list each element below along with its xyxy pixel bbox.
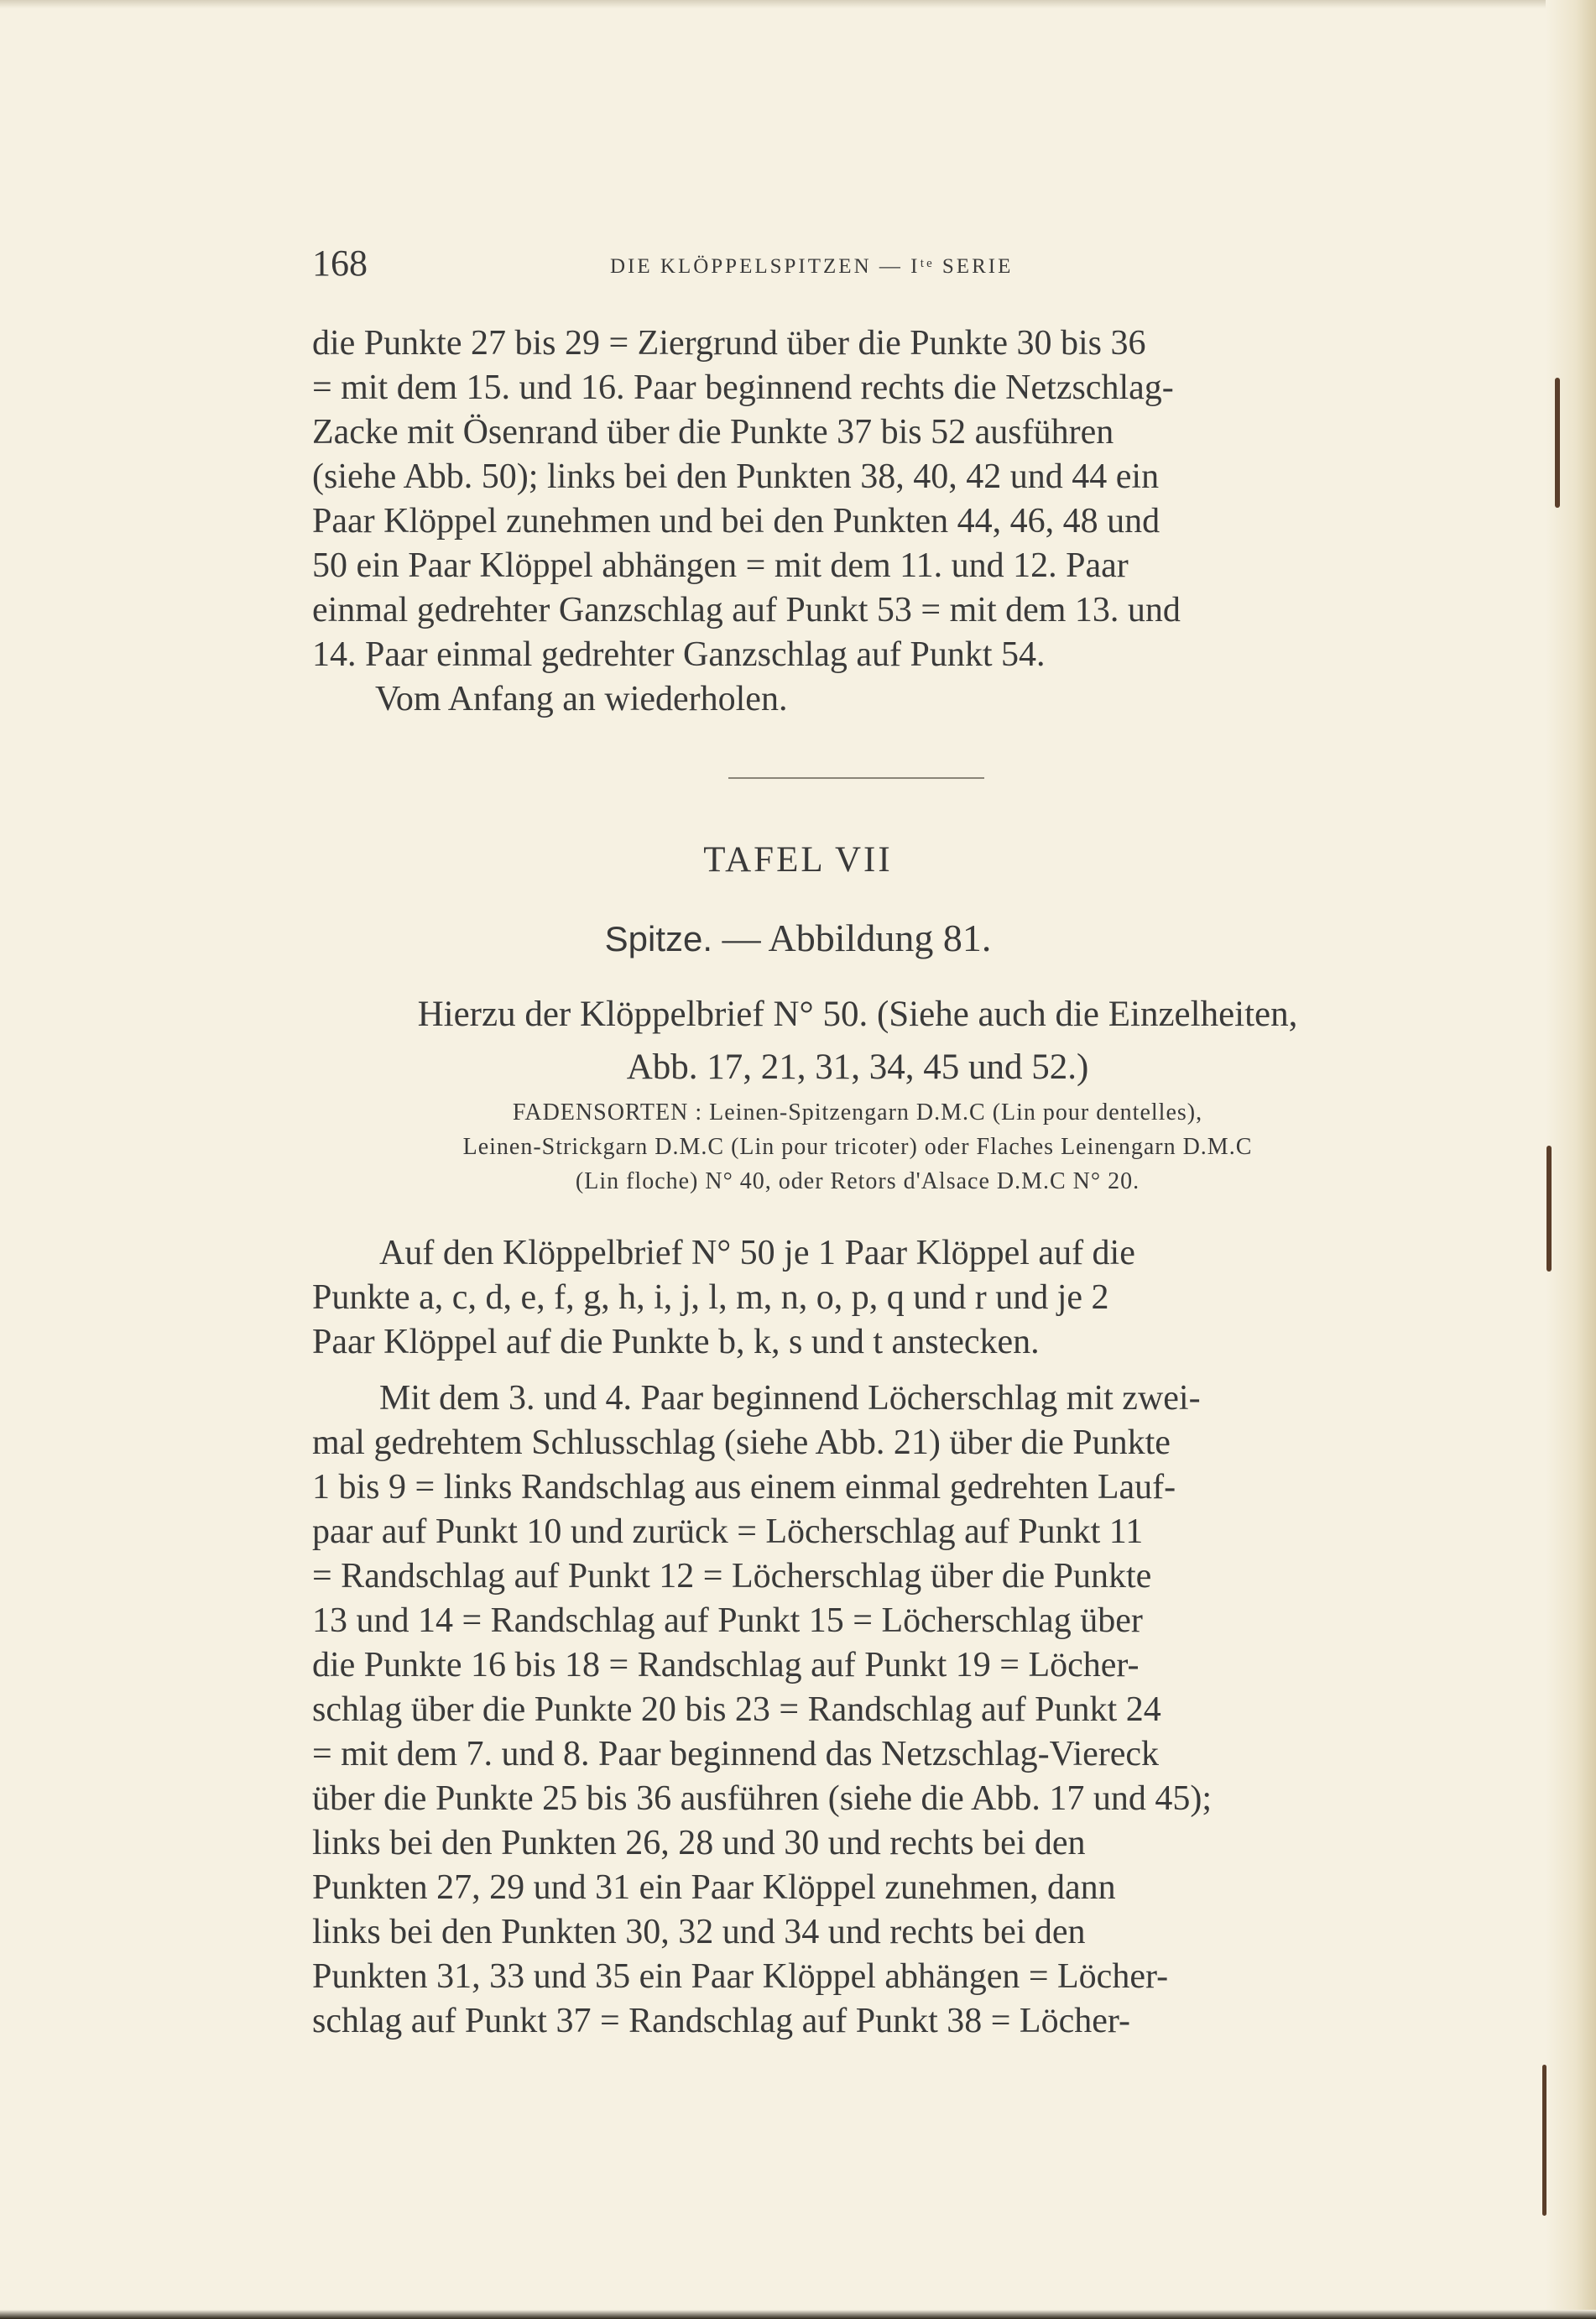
text-line: die Punkte 16 bis 18 = Randschlag auf Punkt 19 = Löcher- <box>312 1646 1140 1684</box>
pattern-reference-line: Hierzu der Klöppelbrief N° 50. (Siehe auch die Einzelheiten, <box>417 995 1298 1034</box>
subtitle-bold: Spitze. <box>604 919 713 958</box>
text-line: Vom Anfang an wiederholen. <box>375 680 788 718</box>
text-line: 14. Paar einmal gedrehter Ganzschlag auf Punkt 54. <box>312 635 1046 674</box>
text-line: Punkte a, c, d, e, f, g, h, i, j, l, m, n, o, p, q und r und je 2 <box>312 1278 1109 1317</box>
pattern-reference-line: Abb. 17, 21, 31, 34, 45 und 52.) <box>626 1047 1089 1087</box>
section-subtitle <box>0 916 1596 960</box>
text-line: schlag über die Punkte 20 bis 23 = Randschlag auf Punkt 24 <box>312 1690 1161 1729</box>
text-line: links bei den Punkten 26, 28 und 30 und rechts bei den <box>312 1824 1086 1862</box>
text-line: Punkten 31, 33 und 35 ein Paar Klöppel abhängen = Löcher- <box>312 1957 1169 1996</box>
page-bottom-edge <box>0 2310 1596 2319</box>
paragraph-instructions <box>312 1376 1403 2044</box>
thread-types-line: FADENSORTEN : Leinen-Spitzengarn D.M.C (Lin pour dentelles), <box>512 1099 1203 1126</box>
running-head: DIE KLÖPPELSPITZEN — Iᵗᵉ SERIE <box>610 255 1014 278</box>
text-line: über die Punkte 25 bis 36 ausführen (siehe die Abb. 17 und 45); <box>312 1779 1212 1818</box>
plate-title: TAFEL VII <box>703 840 893 880</box>
text-line: = mit dem 7. und 8. Paar beginnend das Netzschlag-Viereck <box>312 1735 1160 1773</box>
text-line: 50 ein Paar Klöppel abhängen = mit dem 11. und 12. Paar <box>312 546 1129 585</box>
text-line: die Punkte 27 bis 29 = Ziergrund über die Punkte 30 bis 36 <box>312 324 1146 363</box>
text-line: schlag auf Punkt 37 = Randschlag auf Punkt 38 = Löcher- <box>312 2002 1131 2040</box>
thread-types-line: (Lin floche) N° 40, oder Retors d'Alsace D.M.C N° 20. <box>575 1168 1140 1194</box>
subtitle-rest: — Abbildung 81. <box>712 917 992 959</box>
pattern-reference <box>312 988 1403 1094</box>
page-gutter-shade <box>1546 0 1596 2319</box>
page-header <box>312 242 1410 292</box>
text-line: Mit dem 3. und 4. Paar beginnend Löcherschlag mit zwei- <box>379 1379 1201 1418</box>
text-line: Paar Klöppel zunehmen und bei den Punkten 44, 46, 48 und <box>312 502 1160 541</box>
page-edge-mark <box>1555 378 1560 508</box>
text-line: einmal gedrehter Ganzschlag auf Punkt 53 = mit dem 13. und <box>312 591 1181 629</box>
text-line: = Randschlag auf Punkt 12 = Löcherschlag über die Punkte <box>312 1557 1152 1596</box>
text-line: mal gedrehtem Schlusschlag (siehe Abb. 21) über die Punkte <box>312 1423 1171 1462</box>
section-divider <box>728 777 984 779</box>
text-line: = mit dem 15. und 16. Paar beginnend rechts die Netzschlag- <box>312 368 1174 407</box>
text-line: Auf den Klöppelbrief N° 50 je 1 Paar Klöppel auf die <box>379 1234 1135 1272</box>
text-line: paar auf Punkt 10 und zurück = Löcherschlag auf Punkt 11 <box>312 1512 1144 1551</box>
text-line: links bei den Punkten 30, 32 und 34 und rechts bei den <box>312 1913 1086 1951</box>
text-line: 13 und 14 = Randschlag auf Punkt 15 = Löcherschlag über <box>312 1601 1143 1640</box>
page-edge-mark <box>1542 2065 1546 2216</box>
text-line: Punkten 27, 29 und 31 ein Paar Klöppel zunehmen, dann <box>312 1868 1116 1907</box>
text-line: Paar Klöppel auf die Punkte b, k, s und t anstecken. <box>312 1323 1040 1361</box>
paragraph-continuation <box>312 321 1403 722</box>
text-line: Zacke mit Ösenrand über die Punkte 37 bis 52 ausführen <box>312 413 1114 452</box>
text-line: 1 bis 9 = links Randschlag aus einem einmal gedrehten Lauf- <box>312 1468 1176 1507</box>
page-number: 168 <box>312 243 368 284</box>
page-top-edge <box>0 0 1596 8</box>
thread-types <box>312 1095 1403 1199</box>
paragraph-setup <box>312 1231 1403 1365</box>
text-line: (siehe Abb. 50); links bei den Punkten 38, 40, 42 und 44 ein <box>312 457 1160 496</box>
thread-types-line: Leinen-Strickgarn D.M.C (Lin pour tricoter) oder Flaches Leinengarn D.M.C <box>462 1134 1253 1160</box>
page-edge-mark <box>1546 1146 1552 1272</box>
